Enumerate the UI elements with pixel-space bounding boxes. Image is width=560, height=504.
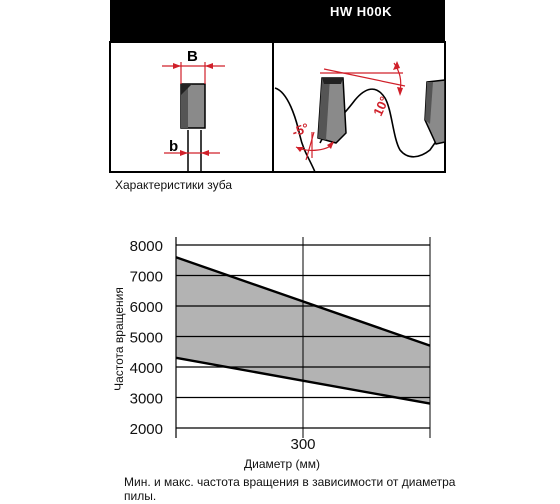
angle-pos-label: 10° xyxy=(370,94,393,119)
y-axis-label: Частота вращения xyxy=(112,287,126,391)
y-tick-label: 2000 xyxy=(129,421,163,438)
header-title: HW H00K xyxy=(330,4,393,19)
y-tick-label: 5000 xyxy=(129,329,163,347)
x-tick-label: 300 xyxy=(290,436,316,453)
angle-neg-label: -5° xyxy=(289,119,311,140)
y-tick-label: 3000 xyxy=(129,390,163,408)
header-bar xyxy=(110,0,445,42)
y-tick-label: 4000 xyxy=(129,360,163,377)
tooth-diagram xyxy=(0,0,560,175)
tooth-front-view xyxy=(181,84,205,172)
y-tick-label: 6000 xyxy=(129,299,163,316)
dimension-B-label: B xyxy=(187,48,198,65)
speed-chart xyxy=(0,225,560,475)
right-panel-frame xyxy=(273,42,445,172)
y-tick-label: 8000 xyxy=(129,238,163,255)
tooth-caption: Характеристики зуба xyxy=(115,178,233,192)
y-tick-label: 7000 xyxy=(129,268,163,286)
dimension-b xyxy=(164,138,220,156)
dimension-b-label: b xyxy=(169,138,179,155)
dimension-B xyxy=(162,48,225,84)
x-axis-label: Диаметр (мм) xyxy=(243,457,321,471)
chart-caption: Мин. и макс. частота вращения в зависимости от диаметра пилы. xyxy=(124,475,456,503)
